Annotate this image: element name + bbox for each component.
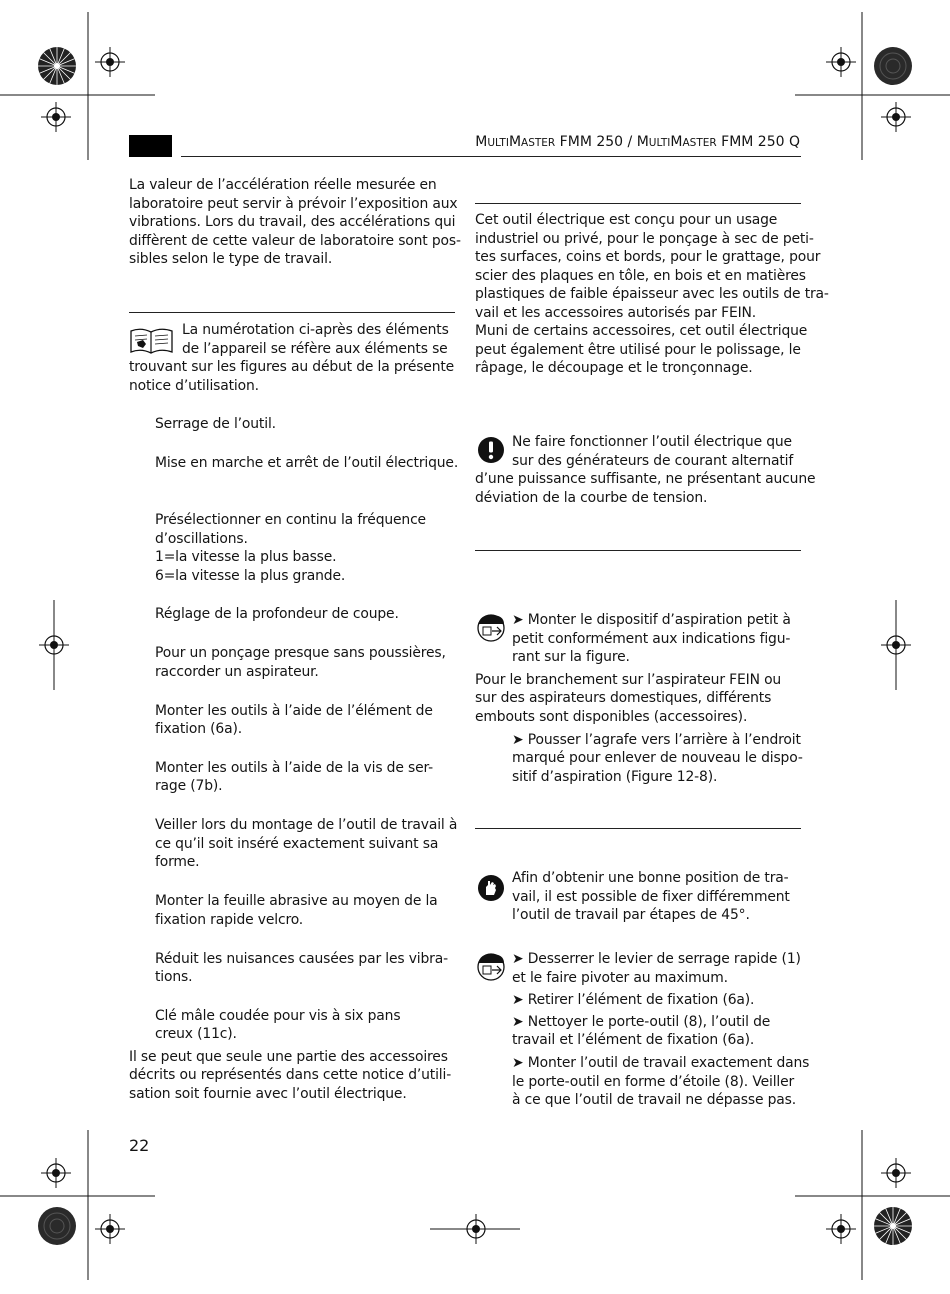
instruction-step: travail et l’élément de fixation (6a).	[512, 1032, 755, 1048]
list-item: Présélectionner en continu la fréquence	[155, 512, 426, 528]
text-line: vail et les accessoires autorisés par FEIN.	[475, 305, 757, 321]
list-item: Clé mâle coudée pour vis à six pans	[155, 1008, 401, 1024]
header-tab	[129, 135, 172, 157]
hand-tip-icon	[477, 874, 505, 902]
instruction-step: sitif d’aspiration (Figure 12-8).	[512, 769, 718, 785]
list-item: Mise en marche et arrêt de l’outil électrique.	[155, 455, 459, 471]
text-line: tes surfaces, coins et bords, pour le grattage, pour	[475, 249, 821, 265]
list-item: Réglage de la profondeur de coupe.	[155, 606, 399, 622]
section-rule	[475, 550, 801, 551]
text-line: décrits ou représentés dans cette notice d’utili-	[129, 1067, 452, 1083]
list-item: Monter les outils à l’aide de la vis de ser-	[155, 760, 434, 776]
text-line: vibrations. Lors du travail, des accélérations qui	[129, 214, 456, 230]
text-line: laboratoire peut servir à prévoir l’exposition aux	[129, 196, 458, 212]
instruction-step: rant sur la figure.	[512, 649, 630, 665]
instruction-step: ➤ Pousser l’agrafe vers l’arrière à l’endroit	[512, 732, 801, 748]
instruction-step: et le faire pivoter au maximum.	[512, 970, 728, 986]
text-line: Pour le branchement sur l’aspirateur FEIN ou	[475, 672, 782, 688]
list-item: Monter la feuille abrasive au moyen de la	[155, 893, 438, 909]
text-line: l’outil de travail par étapes de 45°.	[512, 907, 750, 923]
text-line: Muni de certains accessoires, cet outil électrique	[475, 323, 808, 339]
text-line: Cet outil électrique est conçu pour un usage	[475, 212, 778, 228]
text-line: sibles selon le type de travail.	[129, 251, 333, 267]
list-item: 1=la vitesse la plus basse.	[155, 549, 337, 565]
header-rule	[181, 156, 801, 157]
text-line: sation soit fournie avec l’outil électrique.	[129, 1086, 407, 1102]
list-item: forme.	[155, 854, 200, 870]
list-item: rage (7b).	[155, 778, 223, 794]
list-item: Veiller lors du montage de l’outil de travail à	[155, 817, 458, 833]
text-line: Afin d’obtenir une bonne position de tra-	[512, 870, 789, 886]
text-line: La numérotation ci-après des éléments	[182, 322, 449, 338]
section-rule	[475, 828, 801, 829]
section-rule	[129, 312, 455, 313]
list-item: fixation (6a).	[155, 721, 243, 737]
book-icon	[129, 326, 175, 356]
instruction-step: marqué pour enlever de nouveau le dispo-	[512, 750, 803, 766]
tool-action-icon	[477, 614, 507, 642]
list-item: Réduit les nuisances causées par les vibra-	[155, 951, 448, 967]
text-line: notice d’utilisation.	[129, 378, 259, 394]
warning-icon	[477, 436, 505, 464]
instruction-step: le porte-outil en forme d’étoile (8). Veiller	[512, 1074, 795, 1090]
text-line: embouts sont disponibles (accessoires).	[475, 709, 748, 725]
instruction-step: ➤ Monter l’outil de travail exactement dans	[512, 1055, 810, 1071]
instruction-step: ➤ Nettoyer le porte-outil (8), l’outil de	[512, 1014, 771, 1030]
instruction-step: ➤ Desserrer le levier de serrage rapide (1)	[512, 951, 801, 967]
list-item: Pour un ponçage presque sans poussières,	[155, 645, 446, 661]
instruction-step: ➤ Monter le dispositif d’aspiration petit à	[512, 612, 791, 628]
list-item: d’oscillations.	[155, 531, 248, 547]
text-line: trouvant sur les figures au début de la présente	[129, 359, 455, 375]
text-line: diffèrent de cette valeur de laboratoire sont pos-	[129, 233, 461, 249]
text-line: d’une puissance suffisante, ne présentant aucune	[475, 471, 816, 487]
page-number: 22	[129, 1136, 150, 1155]
text-line: sur des générateurs de courant alternatif	[512, 453, 794, 469]
instruction-step: à ce que l’outil de travail ne dépasse pas.	[512, 1092, 797, 1108]
text-line: sur des aspirateurs domestiques, différents	[475, 690, 772, 706]
text-line: peut également être utilisé pour le polissage, le	[475, 342, 801, 358]
list-item: creux (11c).	[155, 1026, 237, 1042]
text-line: plastiques de faible épaisseur avec les outils de tra-	[475, 286, 829, 302]
text-line: déviation de la courbe de tension.	[475, 490, 708, 506]
section-rule	[475, 203, 801, 204]
text-line: Ne faire fonctionner l’outil électrique que	[512, 434, 792, 450]
text-line: vail, il est possible de fixer différemment	[512, 889, 790, 905]
instruction-step: petit conformément aux indications figu-	[512, 631, 791, 647]
list-item: Monter les outils à l’aide de l’élément de	[155, 703, 433, 719]
header-title: MULTIMASTER FMM 250 / MULTIMASTER FMM 250 Q	[475, 134, 800, 150]
text-line: Il se peut que seule une partie des accessoires	[129, 1049, 448, 1065]
text-line: industriel ou privé, pour le ponçage à sec de peti-	[475, 231, 814, 247]
list-item: tions.	[155, 969, 193, 985]
list-item: ce qu’il soit inséré exactement suivant sa	[155, 836, 439, 852]
instruction-step: ➤ Retirer l’élément de fixation (6a).	[512, 992, 755, 1008]
tool-action-icon	[477, 953, 507, 981]
list-item: fixation rapide velcro.	[155, 912, 304, 928]
list-item: Serrage de l’outil.	[155, 416, 276, 432]
list-item: raccorder un aspirateur.	[155, 664, 319, 680]
list-item: 6=la vitesse la plus grande.	[155, 568, 346, 584]
text-line: scier des plaques en tôle, en bois et en matières	[475, 268, 806, 284]
text-line: La valeur de l’accélération réelle mesurée en	[129, 177, 437, 193]
text-line: de l’appareil se réfère aux éléments se	[182, 341, 448, 357]
text-line: râpage, le découpage et le tronçonnage.	[475, 360, 753, 376]
